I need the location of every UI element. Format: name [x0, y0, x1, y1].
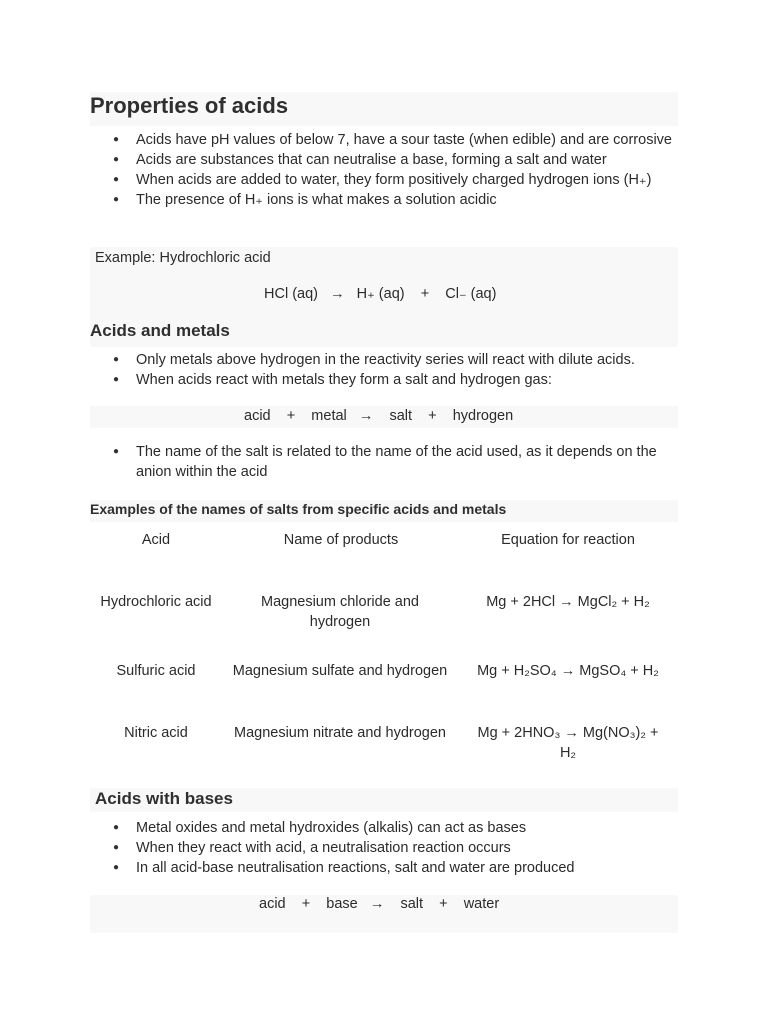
bases-list: [0, 818, 681, 878]
table-header-products: Name of products: [283, 532, 399, 548]
page-title: Properties of acids: [90, 93, 289, 118]
table-header-acid: Acid: [141, 532, 171, 548]
properties-list: [0, 130, 681, 210]
bases-word-equation: acid + base → salt + water: [259, 896, 500, 912]
metals-list-after: [0, 442, 681, 482]
example-equation: HCl (aq) → H₊ (aq) + Cl₋ (aq): [264, 286, 497, 302]
example-label: Example: Hydrochloric acid: [95, 250, 271, 266]
list-item: ● The presence of H₊ ions is what makes a solution acidic: [0, 190, 681, 210]
table-cell-equation: Mg + 2HNO₃ → Mg(NO₃)₂ + H₂: [477, 725, 659, 761]
table-header-equation: Equation for reaction: [501, 532, 635, 548]
list-item: ● When they react with acid, a neutralisation reaction occurs: [0, 838, 681, 858]
table-heading: Examples of the names of salts from specific acids and metals: [90, 501, 507, 517]
list-item: ● Acids have pH values of below 7, have a sour taste (when edible) and are corrosive: [0, 130, 681, 150]
table-cell-equation: Mg + 2HCl → MgCl₂ + H₂: [486, 594, 650, 610]
list-item: ● When acids are added to water, they form positively charged hydrogen ions (H₊): [0, 170, 681, 190]
table-cell-acid: Nitric acid: [124, 725, 188, 741]
list-item: ● In all acid-base neutralisation reactions, salt and water are produced: [0, 858, 681, 878]
table-cell-products: Magnesium sulfate and hydrogen: [232, 663, 448, 679]
list-item: ● The name of the salt is related to the name of the acid used, as it depends on the anion within the acid: [0, 442, 681, 482]
metals-word-equation: acid + metal → salt + hydrogen: [244, 408, 514, 424]
table-cell-products: Magnesium chloride and hydrogen: [261, 594, 419, 630]
table-cell-products: Magnesium nitrate and hydrogen: [234, 725, 446, 741]
list-item: ● Acids are substances that can neutralise a base, forming a salt and water: [0, 150, 681, 170]
metals-list: [0, 350, 681, 390]
bases-heading: Acids with bases: [95, 789, 233, 808]
list-item: ● Only metals above hydrogen in the reactivity series will react with dilute acids.: [0, 350, 681, 370]
table-cell-acid: Sulfuric acid: [116, 663, 196, 679]
list-item: ● Metal oxides and metal hydroxides (alkalis) can act as bases: [0, 818, 681, 838]
table-cell-equation: Mg + H₂SO₄ → MgSO₄ + H₂: [477, 663, 659, 679]
metals-heading: Acids and metals: [90, 321, 230, 340]
table-cell-acid: Hydrochloric acid: [100, 594, 212, 610]
list-item: ● When acids react with metals they form a salt and hydrogen gas:: [0, 370, 681, 390]
